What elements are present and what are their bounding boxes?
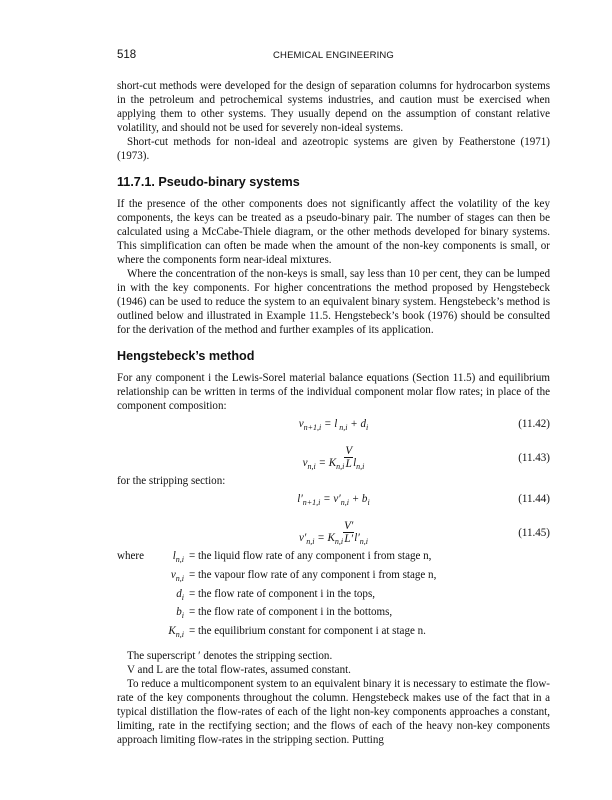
paragraph: V and L are the total flow-rates, assumed constant. [127, 663, 351, 676]
definition-text: = the flow rate of component i in the tops, [189, 587, 376, 600]
page-number: 518 [117, 49, 137, 61]
paragraph: To reduce a multicomponent system to an equivalent binary it is necessary to estimate the flow-rate of the key components throughout the column. Hengstebeck makes use of the fact that in a typical distillation the flow-rates of each of the light non-key components approaches a constant, limiting, rate in the rectifying section; and the flows of each of the heavy non-key components approach limiting flow-rates in the stripping section. Putting [117, 677, 550, 746]
equation-number: (11.43) [518, 452, 550, 464]
running-title: CHEMICAL ENGINEERING [273, 50, 394, 61]
paragraph: For any component i the Lewis-Sorel material balance equations (Section 11.5) and equilibrium relationship can be written in terms of the individual component molar flow rates; in place of the component composition: [117, 372, 550, 412]
definition-row: $K_{n,i}$ = the equilibrium constant for component i at stage n. [117, 624, 550, 643]
equation-number: (11.42) [518, 418, 550, 430]
paragraph: for the stripping section: [117, 475, 226, 487]
section-heading: 11.7.1. Pseudo-binary systems [117, 175, 300, 189]
definition-row: $b_i$ = the flow rate of component i in the bottoms, [117, 605, 550, 624]
equation-11-44: $l'_{n+1,i} = v'_{n,i} + b_i$ (11.44) [297, 493, 550, 508]
paragraph: If the presence of the other components does not significantly affect the volatility of the key components, the keys can be treated as a pseudo-binary pair. The number of stages can then be calculated using a McCabe-Thiele diagram, or the other methods developed for binary systems. This simplification can often be made when the amount of the non-key components is small, or where the components form near-ideal mixtures. [117, 198, 550, 266]
subheading: Hengstebeck’s method [117, 349, 255, 363]
definitions-list [117, 549, 550, 643]
where-label: where [117, 550, 144, 562]
equation-11-45: $v'_{n,i} = K_{n,i}$ $\frac{V'}{L'}$ $l'_{n,i}$ (11.45) [298, 520, 550, 547]
paragraph: The superscript ′ denotes the stripping section. [127, 649, 333, 662]
equation-11-42: $v_{n+1,i} = l$ $_{n,i} + d_i$ (11.42) [298, 418, 550, 433]
equation-number: (11.44) [518, 493, 550, 505]
equation-11-43: $v_{n,i} = K_{n,i}$ $\frac{V}{L}$ $l_{n,i}$ (11.43) [302, 445, 550, 472]
equation-number: (11.45) [518, 527, 550, 539]
definition-text: = the liquid flow rate of any component i from stage n, [189, 550, 432, 562]
running-header [117, 49, 550, 63]
definition-row: $d_i$ = the flow rate of component i in the tops, [117, 587, 550, 606]
definition-text: = the flow rate of component i in the bottoms, [189, 606, 393, 619]
definition-text: = the equilibrium constant for component i at stage n. [189, 625, 426, 638]
text-body [117, 79, 550, 747]
definition-row: $v_{n,i}$ = the vapour flow rate of any component i from stage n, [117, 568, 550, 587]
definition-row: where $l_{n,i}$ = the liquid flow rate of any component i from stage n, [117, 549, 550, 568]
paragraph: Short-cut methods for non-ideal and azeotropic systems are given by Featherstone (1971) (1973). [117, 136, 550, 162]
paragraph: short-cut methods were developed for the design of separation columns for hydrocarbon systems in the petroleum and petrochemical systems industries, and caution must be exercised when applying them to other systems. They usually depend on the assumption of constant relative volatility, and should not be used for severely non-ideal systems. [117, 80, 550, 134]
definition-text: = the vapour flow rate of any component i from stage n, [189, 568, 437, 581]
paragraph: Where the concentration of the non-keys is small, say less than 10 per cent, they can be lumped in with the key components. For higher concentrations the method proposed by Hengstebeck (1946) can be used to reduce the system to an equivalent binary system. Hengstebeck’s method is outlined below and illustrated in Example 11.5. Hengstebeck’s book (1976) should be consulted for the derivation of the method and further examples of its application. [117, 268, 550, 336]
